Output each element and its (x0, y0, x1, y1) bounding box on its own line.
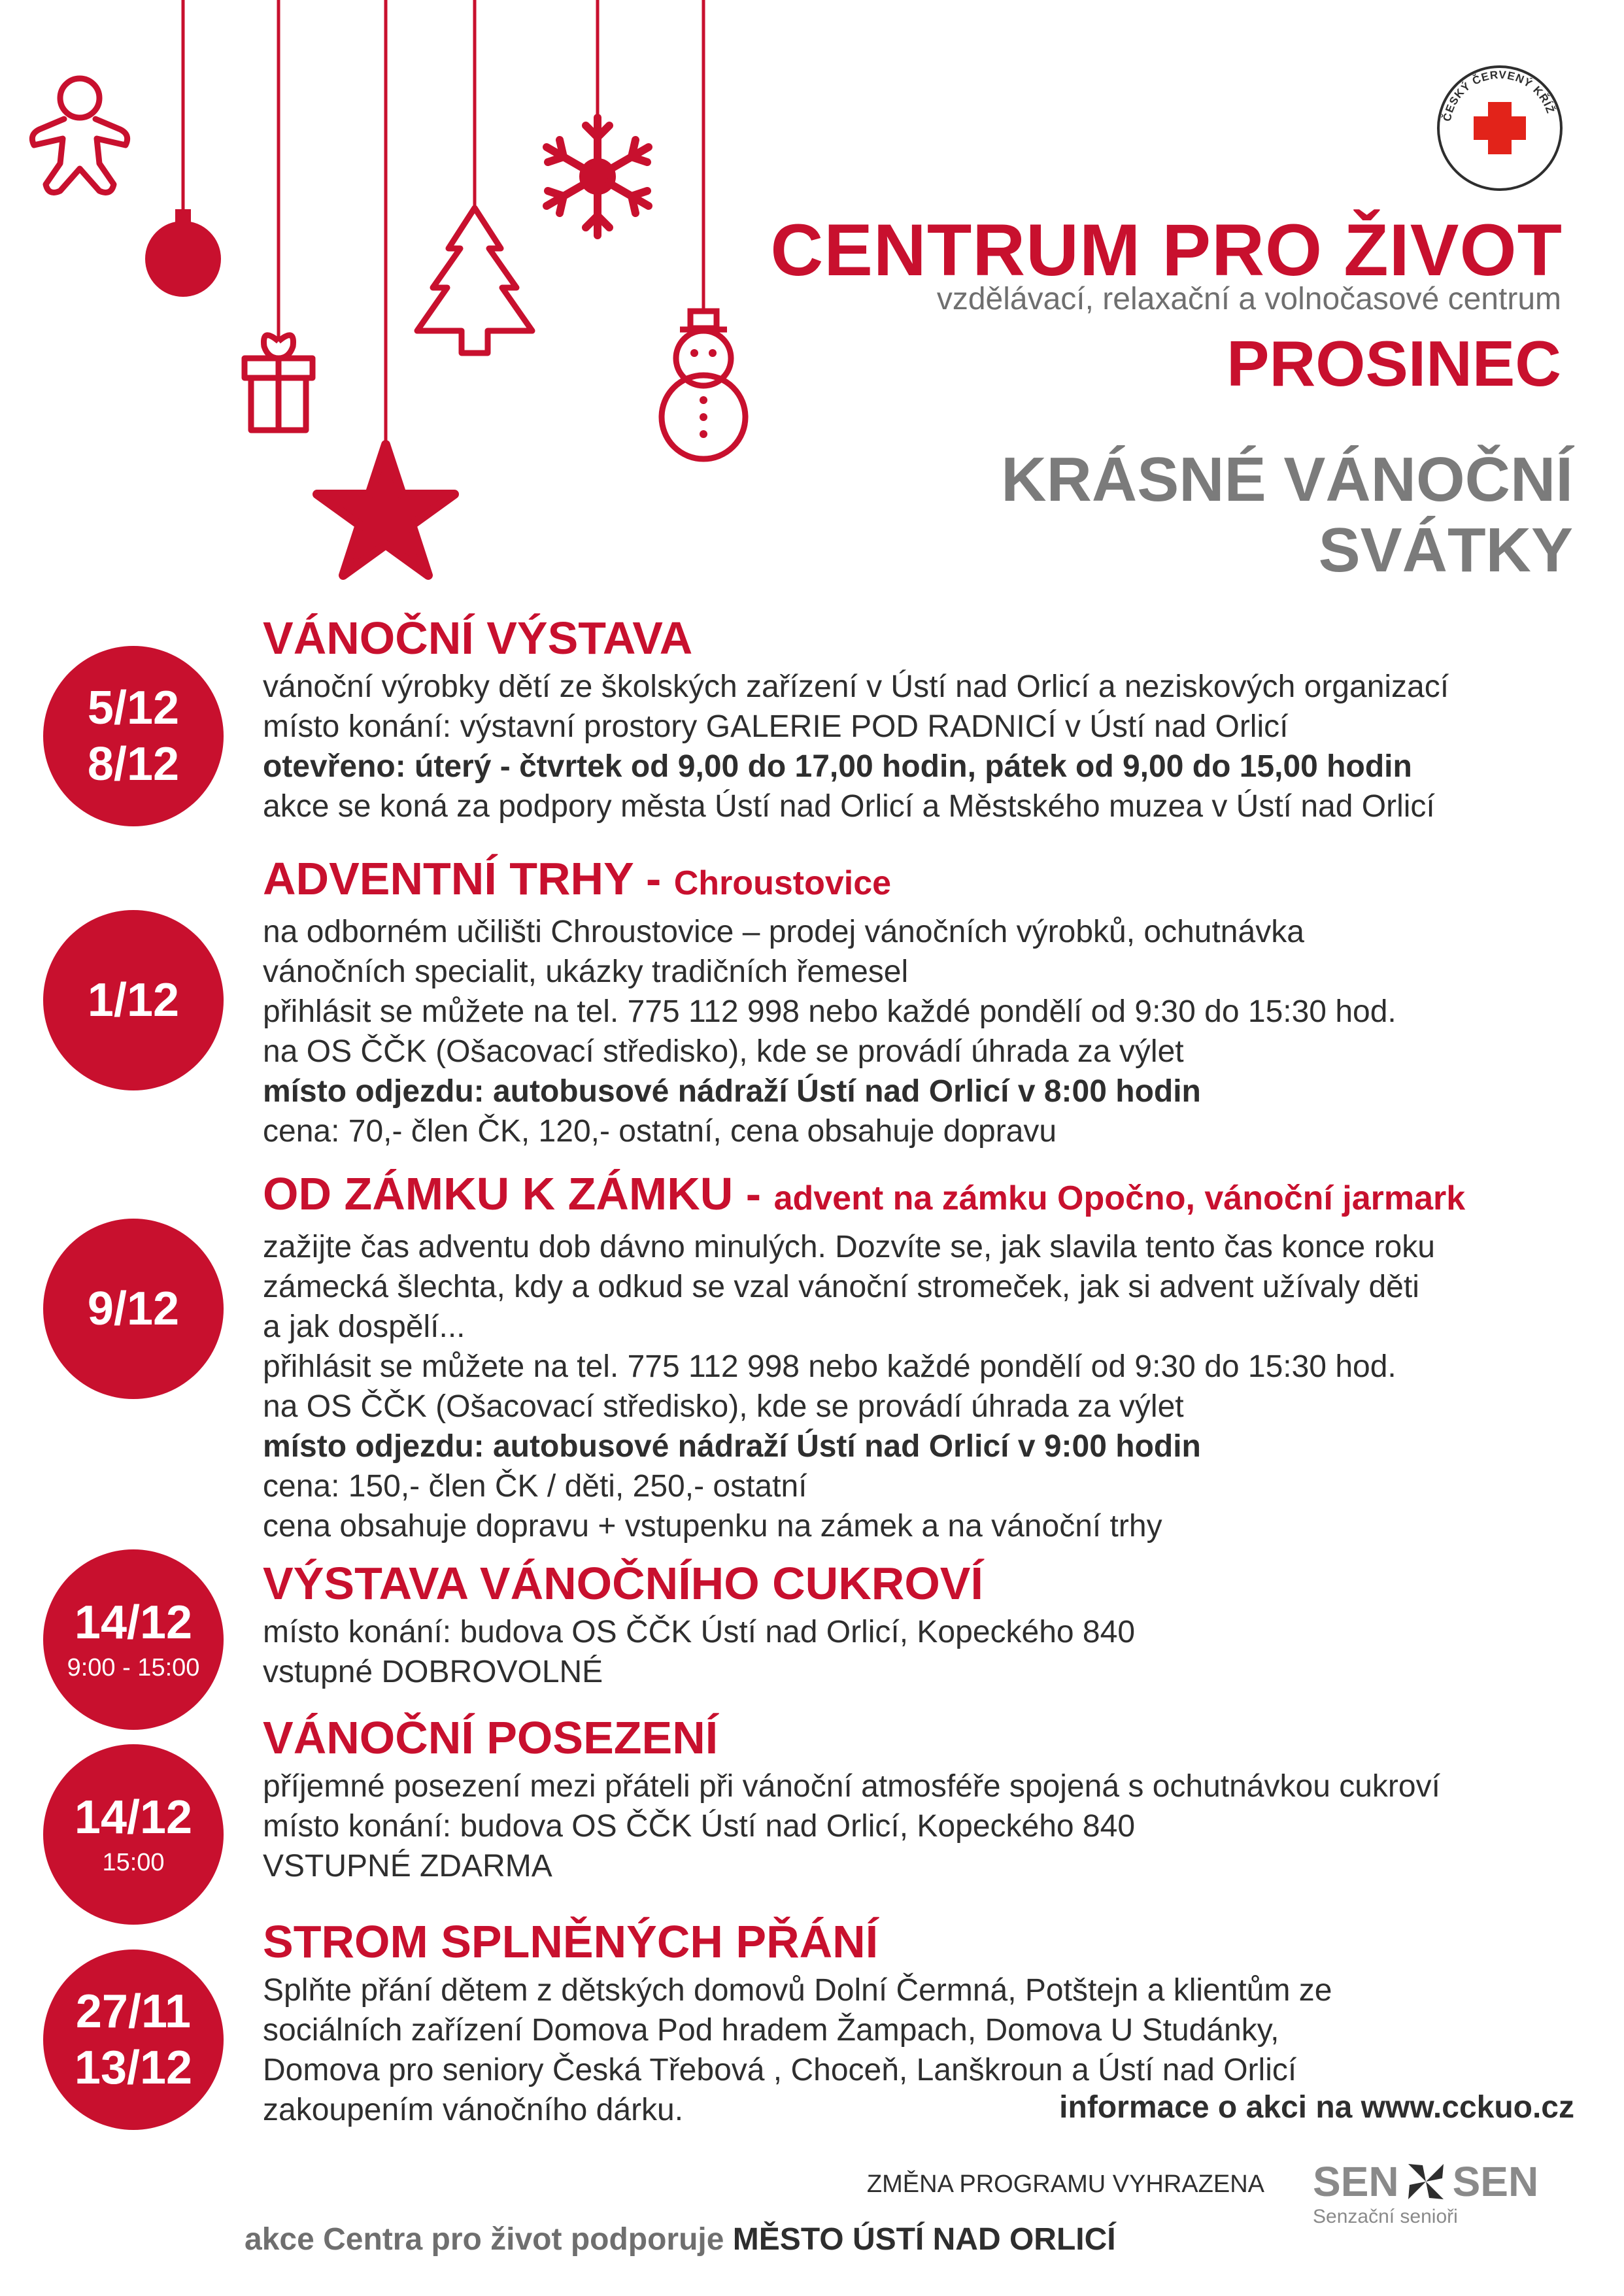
red-cross-logo-text: ČESKÝ ČERVENÝ KŘÍŽ (1440, 68, 1557, 123)
page-title: CENTRUM PRO ŽIVOT (770, 209, 1563, 291)
event-vanocni-vystava (263, 609, 1597, 826)
sensen-logo-right: SEN (1452, 2158, 1539, 2205)
event-title-main: OD ZÁMKU K ZÁMKU - (263, 1168, 762, 1219)
event-vanocni-posezeni (263, 1709, 1597, 1886)
event-title-sub: Chroustovice (673, 864, 892, 902)
date-badge (43, 1549, 224, 1730)
event-line: Splňte přání dětem z dětských domovů Dolní Čermná, Potštejn a klientům ze (263, 1973, 1332, 2008)
event-title-sub: advent na zámku Opočno, vánoční jarmark (773, 1179, 1466, 1217)
event-title: VÁNOČNÍ VÝSTAVA (263, 613, 693, 664)
event-title-main: ADVENTNÍ TRHY - (263, 853, 662, 904)
date-line: 5/12 (87, 682, 180, 734)
support-prefix: akce Centra pro život podporuje (245, 2222, 724, 2257)
date-badge (43, 1744, 224, 1925)
date-badge (43, 1219, 224, 1399)
date-line: 14/12 (74, 1791, 193, 1844)
gingerbread-icon (32, 78, 127, 192)
event-od-zamku-k-zamku (263, 1165, 1597, 1546)
red-cross-logo (1436, 64, 1564, 192)
support-line (245, 2221, 1116, 2257)
event-line: zažijte čas adventu dob dávno minulých. Dozvíte se, jak slavila tento čas konce roku (263, 1230, 1435, 1264)
date-badge (43, 646, 224, 826)
ornament-ball-icon (145, 209, 221, 297)
date-time: 15:00 (102, 1849, 165, 1876)
event-line: místo konání: budova OS ČČK Ústí nad Orlicí, Kopeckého 840 (263, 1615, 1136, 1649)
event-line: místo konání: budova OS ČČK Ústí nad Orlicí, Kopeckého 840 (263, 1809, 1136, 1844)
date-line: 13/12 (74, 2042, 193, 2094)
event-title: STROM SPLNĚNÝCH PŘÁNÍ (263, 1916, 879, 1967)
event-line: na odborném učilišti Chroustovice – prodej vánočních výrobků, ochutnávka (263, 915, 1304, 949)
event-vystava-cukrovi (263, 1555, 1597, 1692)
event-adventni-trhy (263, 850, 1597, 1151)
change-notice: ZMĚNA PROGRAMU VYHRAZENA (866, 2170, 1264, 2198)
date-badge (43, 1950, 224, 2130)
christmas-decorations (0, 0, 811, 588)
sensen-pinwheel-icon (1403, 2159, 1449, 2204)
event-line: místo konání: výstavní prostory GALERIE POD RADNICÍ v Ústí nad Orlicí (263, 709, 1289, 744)
event-line: Domova pro seniory Česká Třebová , Choceň, Lanškroun a Ústí nad Orlicí (263, 2053, 1297, 2087)
greeting-line-1: KRÁSNÉ VÁNOČNÍ (1001, 445, 1573, 515)
date-line: 27/11 (75, 1985, 192, 2038)
event-line: zámecká šlechta, kdy a odkud se vzal vánoční stromeček, jak si advent užívaly děti (263, 1270, 1419, 1304)
event-title (263, 1165, 1597, 1227)
event-line: VSTUPNÉ ZDARMA (263, 1849, 552, 1883)
greeting (854, 445, 1573, 586)
event-line: zakoupením vánočního dárku. (263, 2093, 684, 2127)
gift-icon (245, 335, 313, 430)
event-line: vánoční výrobky dětí ze školských zařízení v Ústí nad Orlicí a neziskových organizací (263, 669, 1449, 704)
event-line: sociálních zařízení Domova Pod hradem Žampach, Domova U Studánky, (263, 2013, 1279, 2048)
sensen-logo (1313, 2157, 1561, 2255)
snowflake-icon (547, 118, 649, 235)
event-line: místo odjezdu: autobusové nádraží Ústí nad Orlicí v 8:00 hodin (263, 1074, 1201, 1109)
date-line: 14/12 (74, 1596, 193, 1649)
event-line: otevřeno: úterý - čtvrtek od 9,00 do 17,00 hodin, pátek od 9,00 do 15,00 hodin (263, 749, 1412, 784)
sensen-logo-tagline: Senzační senioři (1313, 2206, 1458, 2227)
month-heading: PROSINEC (1226, 328, 1561, 399)
event-line: cena obsahuje dopravu + vstupenku na zámek a na vánoční trhy (263, 1509, 1162, 1544)
sensen-logo-left: SEN (1313, 2158, 1399, 2205)
date-line: 1/12 (87, 974, 180, 1026)
event-line: přihlásit se můžete na tel. 775 112 998 nebo každé pondělí od 9:30 do 15:30 hod. (263, 994, 1396, 1029)
event-line: na OS ČČK (Ošacovací středisko), kde se provádí úhrada za výlet (263, 1389, 1184, 1424)
date-line: 8/12 (87, 738, 180, 790)
date-time: 9:00 - 15:00 (67, 1654, 200, 1681)
event-title: VÁNOČNÍ POSEZENÍ (263, 1712, 719, 1763)
event-line: přihlásit se můžete na tel. 775 112 998 nebo každé pondělí od 9:30 do 15:30 hod. (263, 1349, 1396, 1384)
event-line: akce se koná za podpory města Ústí nad Orlicí a Městského muzea v Ústí nad Orlicí (263, 789, 1435, 824)
event-line: a jak dospělí... (263, 1309, 465, 1344)
event-title (263, 850, 1597, 912)
event-line: na OS ČČK (Ošacovací středisko), kde se provádí úhrada za výlet (263, 1034, 1184, 1069)
event-line: cena: 70,- člen ČK, 120,- ostatní, cena obsahuje dopravu (263, 1114, 1057, 1149)
date-badge (43, 910, 224, 1090)
tree-icon (417, 208, 532, 353)
greeting-line-2: SVÁTKY (1318, 515, 1573, 585)
event-info-link[interactable]: informace o akci na www.cckuo.cz (1059, 2090, 1574, 2125)
event-line: vstupné DOBROVOLNÉ (263, 1655, 603, 1689)
star-icon (317, 445, 454, 575)
event-title: VÝSTAVA VÁNOČNÍHO CUKROVÍ (263, 1558, 983, 1609)
date-line: 9/12 (87, 1283, 180, 1335)
event-line: vánočních specialit, ukázky tradičních řemesel (263, 954, 909, 989)
event-line: místo odjezdu: autobusové nádraží Ústí nad Orlicí v 9:00 hodin (263, 1429, 1201, 1464)
event-line: příjemné posezení mezi přáteli při vánoční atmosféře spojená s ochutnávkou cukroví (263, 1769, 1440, 1804)
event-line: cena: 150,- člen ČK / děti, 250,- ostatní (263, 1469, 807, 1504)
support-city: MĚSTO ÚSTÍ NAD ORLICÍ (732, 2222, 1116, 2257)
page-subtitle: vzdělávací, relaxační a volnočasové centrum (936, 282, 1561, 316)
